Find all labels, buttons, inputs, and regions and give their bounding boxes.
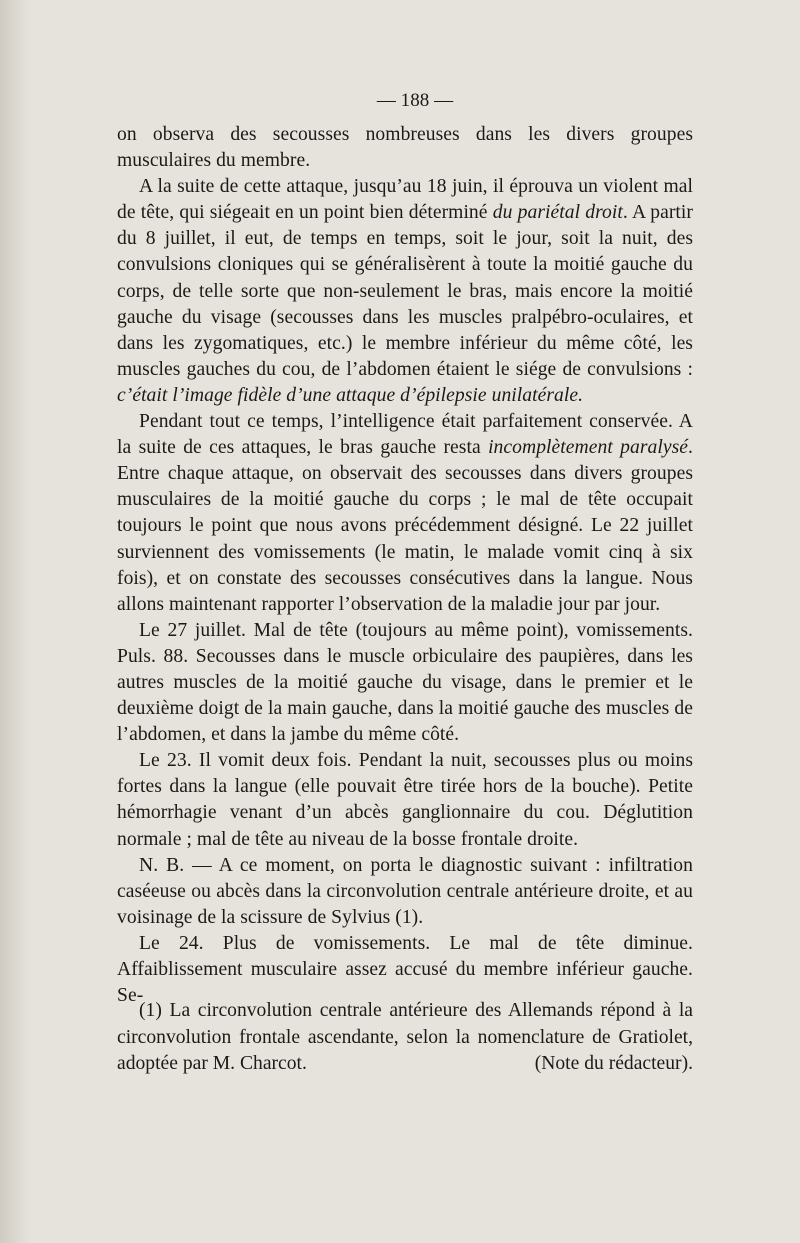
paragraph-2-text-b: . A partir du 8 juillet, il eut, de temps en temps, soit le jour, soit la nuit, des convulsions cloniques qui se généralisèrent à toute la moitié gauche du corps, de telle sorte que non-seulement le bras, mais encore la moitié gauche du visage (secousses dans les muscles pralpébro-oculaires, et dans les zygomatiques, etc.) le membre inférieur du même côté, les muscles gauches du cou, de l’abdomen étaient le siége de convulsions : [117,202,693,380]
paragraph-2-italic-a: du pariétal droit [492,202,623,224]
paragraph-3 [117,409,693,618]
paragraph-2-italic-b: c’était l’image fidèle d’une attaque d’épilepsie unilatérale. [117,384,584,406]
footnote [117,998,693,1078]
footnote-attribution: (Note du rédacteur). [534,1053,693,1074]
page-gutter-shadow [0,0,30,1243]
paragraph-7: Le 24. Plus de vomissements. Le mal de tête diminue. Affaiblissement musculaire assez accusé du membre inférieur gauche. Se- [117,932,693,1007]
body-text [117,88,693,1009]
paragraph-4: Le 27 juillet. Mal de tête (toujours au même point), vomissements. Puls. 88. Secousses dans le muscle orbiculaire des paupières, dans les autres muscles de la moitié gauche du visage, dans le premier et le deuxième doigt de la main gauche, dans la moitié gauche des muscles de l’abdomen, et dans la jambe du même côté. [117,619,693,746]
paragraph-6: N. B. — A ce moment, on porta le diagnostic suivant : infiltration caséeuse ou abcès dans la circonvolution centrale antérieure droite, et au voisinage de la scissure de Sylvius (1). [117,854,693,928]
paragraph-3-text-b: . Entre chaque attaque, on observait des secousses dans divers groupes musculaires de la moitié gauche du corps ; le mal de tête occupait toujours le point que nous avons précédemment désigné. Le 22 juillet surviennent des vomissements (le matin, le malade vomit cinq à six fois), et on constate des secousses consécutives dans la langue. Nous allons maintenant rapporter l’observation de la maladie jour par jour. [117,437,693,615]
paragraph-5: Le 23. Il vomit deux fois. Pendant la nuit, secousses plus ou moins fortes dans la langue (elle pouvait être tirée hors de la bouche). Petite hémorrhagie venant d’un abcès ganglionnaire du cou. Déglutition normale ; mal de tête au niveau de la bosse frontale droite. [117,750,693,850]
paragraph-3-text-a: Pendant tout ce temps, l’intelligence était parfaitement conservée. A la suite de ces attaques, le bras gauche resta [117,411,693,459]
footnote-text: (1) La circonvolution centrale antérieure des Allemands répond à la circonvolution frontale ascendante, selon la nomenclature de Gratiolet, adoptée par M. Charcot. [117,1000,693,1074]
paragraph-2 [117,174,693,409]
paragraph-3-italic: incomplètement paralysé [488,437,689,459]
paragraph-2-text-a: A la suite de cette attaque, jusqu’au 18 juin, il éprouva un violent mal de tête, qui siégeait en un point bien déterminé [117,176,693,224]
paragraph-1: on observa des secousses nombreuses dans les divers groupes musculaires du membre. [117,124,693,172]
page-number: — 188 — [376,90,454,111]
